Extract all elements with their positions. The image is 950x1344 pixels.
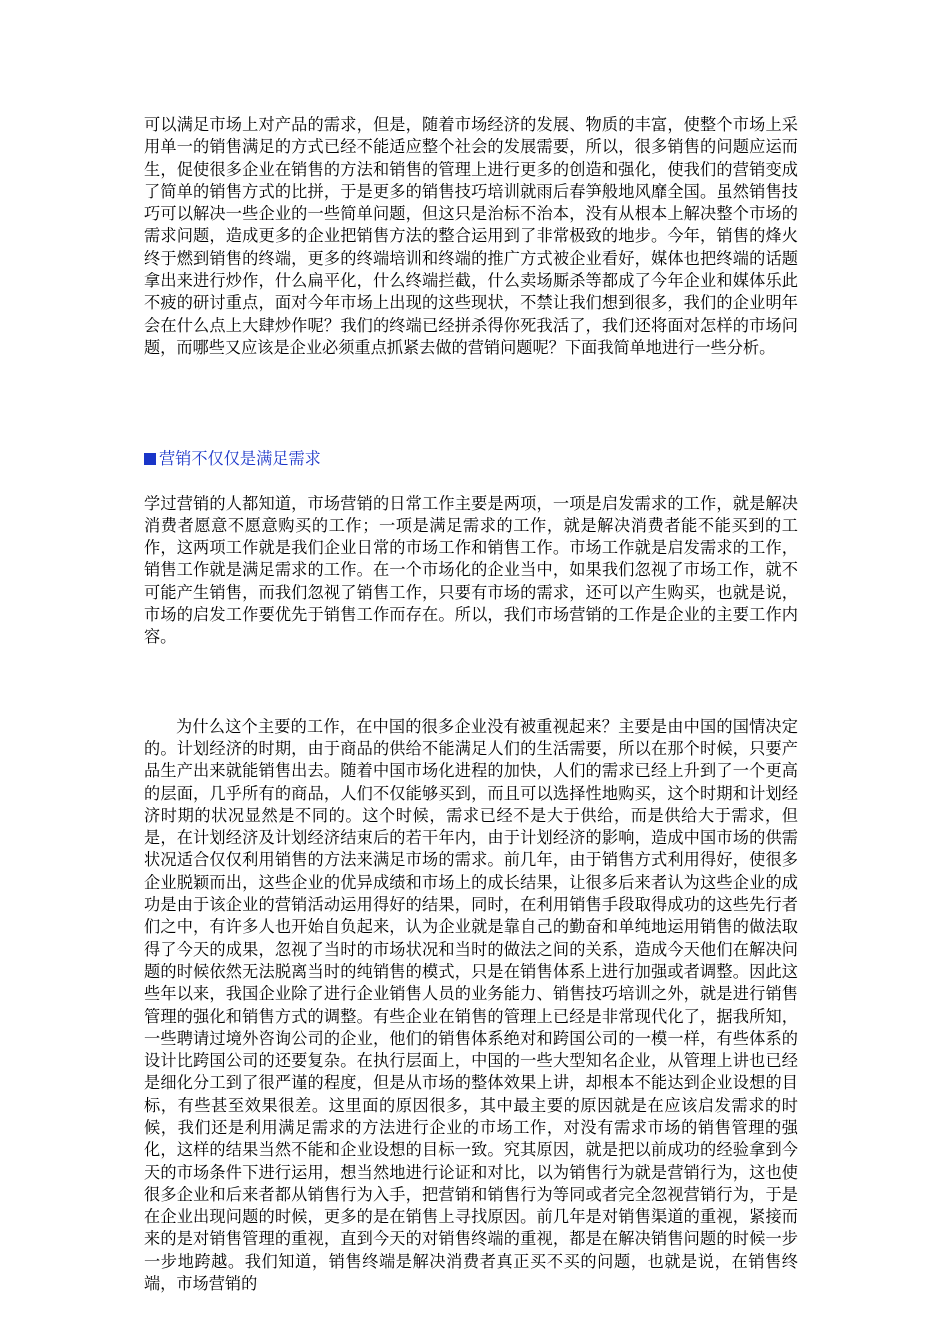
section-heading	[144, 448, 798, 470]
body-paragraph: 为什么这个主要的工作，在中国的很多企业没有被重视起来？主要是由中国的国情决定的。计划经济的时期，由于商品的供给不能满足人们的生活需要，所以在那个时候，只要产品生产出来就能销售出去。随着中国市场化进程的加快，人们的需求已经上升到了一个更高的层面，几乎所有的商品，人们不仅能够买到，而且可以选择性地购买，这个时期和计划经济时期的状况显然是不同的。这个时候，需求已经不是大于供给，而是供给大于需求，但是，在计划经济及计划经济结束后的若干年内，由于计划经济的影响，造成中国市场的供需状况适合仅仅利用销售的方法来满足市场的需求。前几年，由于销售方式利用得好，使很多企业脱颖而出，这些企业的优异成绩和市场上的成长结果，让很多后来者认为这些企业的成功是由于该企业的营销活动运用得好的结果，同时，在利用销售手段取得成功的这些先行者们之中，有许多人也开始自负起来，认为企业就是靠自己的勤奋和单纯地运用销售的做法取得了今天的成果，忽视了当时的市场状况和当时的做法之间的关系，造成今天他们在解决问题的时候依然无法脱离当时的纯销售的模式，只是在销售体系上进行加强或者调整。因此这些年以来，我国企业除了进行企业销售人员的业务能力、销售技巧培训之外，就是进行销售管理的强化和销售方式的调整。有些企业在销售的管理上已经是非常现代化了，据我所知，一些聘请过境外咨询公司的企业，他们的销售体系绝对和跨国公司的一模一样，有些体系的设计比跨国公司的还要复杂。在执行层面上，中国的一些大型知名企业，从管理上讲也已经是细化分工到了很严谨的程度，但是从市场的整体效果上讲，却根本不能达到企业设想的目标，有些甚至效果很差。这里面的原因很多，其中最主要的原因就是在应该启发需求的时候，我们还是利用满足需求的方法进行企业的市场工作，对没有需求市场的销售管理的强化，这样的结果当然不能和企业设想的目标一致。究其原因，就是把以前成功的经验拿到今天的市场条件下进行运用，想当然地进行论证和对比，以为销售行为就是营销行为，这也使很多企业和后来者都从销售行为入手，把营销和销售行为等同或者完全忽视营销行为，于是在企业出现问题的时候，更多的是在销售上寻找原因。前几年是对销售渠道的重视，紧接而来的是对销售管理的重视，直到今天的对销售终端的重视，都是在解决销售问题的时候一步一步地跨越。我们知道，销售终端是解决消费者真正买不买的问题，也就是说，在销售终端，市场营销的	[144, 716, 798, 1294]
intro-paragraph: 可以满足市场上对产品的需求，但是，随着市场经济的发展、物质的丰富，使整个市场上采用单一的销售满足的方式已经不能适应整个社会的发展需要，所以，很多销售的问题应运而生，促使很多企业在销售的方法和销售的管理上进行更多的创造和强化，使我们的营销变成了简单的销售方式的比拼，于是更多的销售技巧培训就雨后春笋般地风靡全国。虽然销售技巧可以解决一些企业的一些简单问题，但这只是治标不治本，没有从根本上解决整个市场的需求问题，造成更多的企业把销售方法的整合运用到了非常极致的地步。今年，销售的烽火终于燃到销售的终端，更多的终端培训和终端的推广方式被企业看好，媒体也把终端的话题拿出来进行炒作，什么扁平化，什么终端拦截，什么卖场厮杀等都成了今年企业和媒体乐此不疲的研讨重点，面对今年市场上出现的这些现状，不禁让我们想到很多，我们的企业明年会在什么点上大肆炒作呢？我们的终端已经拼杀得你死我活了，我们还将面对怎样的市场问题，而哪些又应该是企业必须重点抓紧去做的营销问题呢？下面我简单地进行一些分析。	[144, 115, 798, 357]
document-page	[144, 114, 798, 1295]
section-heading-text: 营销不仅仅是满足需求	[159, 449, 321, 469]
section-paragraph: 学过营销的人都知道，市场营销的日常工作主要是两项，一项是启发需求的工作，就是解决消费者愿意不愿意购买的工作；一项是满足需求的工作，就是解决消费者能不能买到的工作，这两项工作就是我们企业日常的市场工作和销售工作。市场工作就是启发需求的工作，销售工作就是满足需求的工作。在一个市场化的企业当中，如果我们忽视了市场工作，就不可能产生销售，而我们忽视了销售工作，只要有市场的需求，还可以产生购买，也就是说，市场的启发工作要优先于销售工作而存在。所以，我们市场营销的工作是企业的主要工作内容。	[144, 493, 798, 647]
square-bullet-icon	[144, 453, 156, 465]
